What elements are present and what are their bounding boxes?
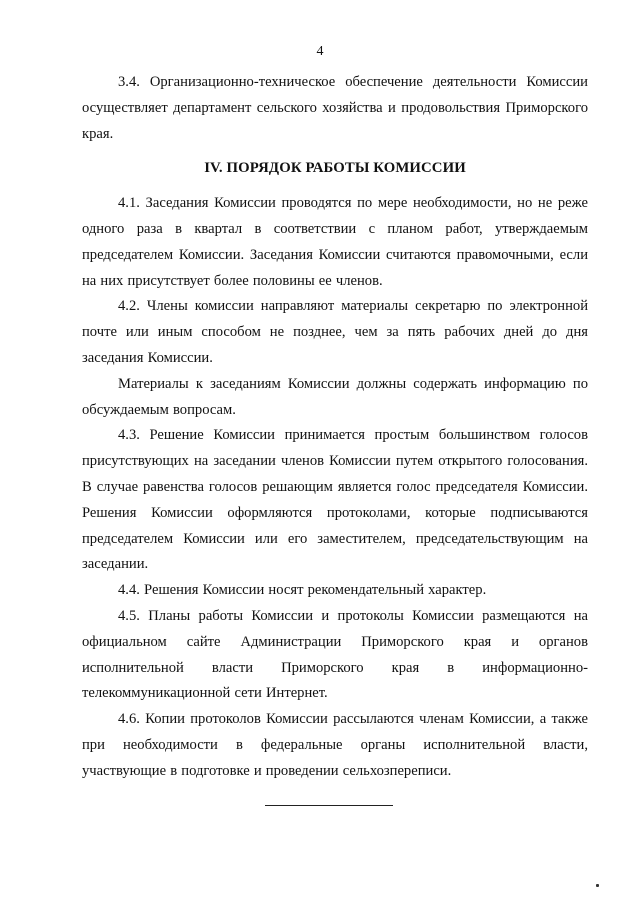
section-heading: IV. ПОРЯДОК РАБОТЫ КОМИССИИ <box>204 160 466 177</box>
paragraph-4-2-materials: Материалы к заседаниям Комиссии должны содержать информацию по обсуждаемым вопросам. <box>82 375 588 418</box>
page-number: 4 <box>316 44 324 59</box>
paragraph-4-5: 4.5. Планы работы Комиссии и протоколы Комиссии размещаются на официальном сайте Администрации Приморского края и органов исполнительной власти Приморского края в информационно-телекоммуникационной сети Интернет. <box>82 607 588 702</box>
paragraph-4-6: 4.6. Копии протоколов Комиссии рассылаются членам Комиссии, а также при необходимости в федеральные органы исполнительной власти, участвующие в подготовке и проведении сельхозпереписи. <box>82 711 588 779</box>
paragraph-4-3: 4.3. Решение Комиссии принимается простым большинством голосов присутствующих на заседании членов Комиссии путем открытого голосования. В случае равенства голосов решающим является голос председателя Комиссии. Решения Комиссии оформляются протоколами, которые подписываются председателем Комиссии или его заместителем, председательствующим на заседании. <box>82 427 588 573</box>
paragraph-4-4: 4.4. Решения Комиссии носят рекомендательный характер. <box>118 582 487 599</box>
end-rule <box>265 805 393 806</box>
paragraph-3-4: 3.4. Организационно-техническое обеспечение деятельности Комиссии осуществляет департамент сельского хозяйства и продовольствия Приморского края. <box>82 74 588 142</box>
paragraph-4-1: 4.1. Заседания Комиссии проводятся по мере необходимости, но не реже одного раза в квартал в соответствии с планом работ, утверждаемым председателем Комиссии. Заседания Комиссии считаются правомочными, если на них присутствует более половины ее членов. <box>82 195 588 289</box>
scan-speck <box>596 884 599 887</box>
document-body <box>82 70 588 785</box>
paragraph-4-2: 4.2. Члены комиссии направляют материалы секретарю по электронной почте или иным способом не позднее, чем за пять рабочих дней до дня заседания Комиссии. <box>82 298 588 366</box>
